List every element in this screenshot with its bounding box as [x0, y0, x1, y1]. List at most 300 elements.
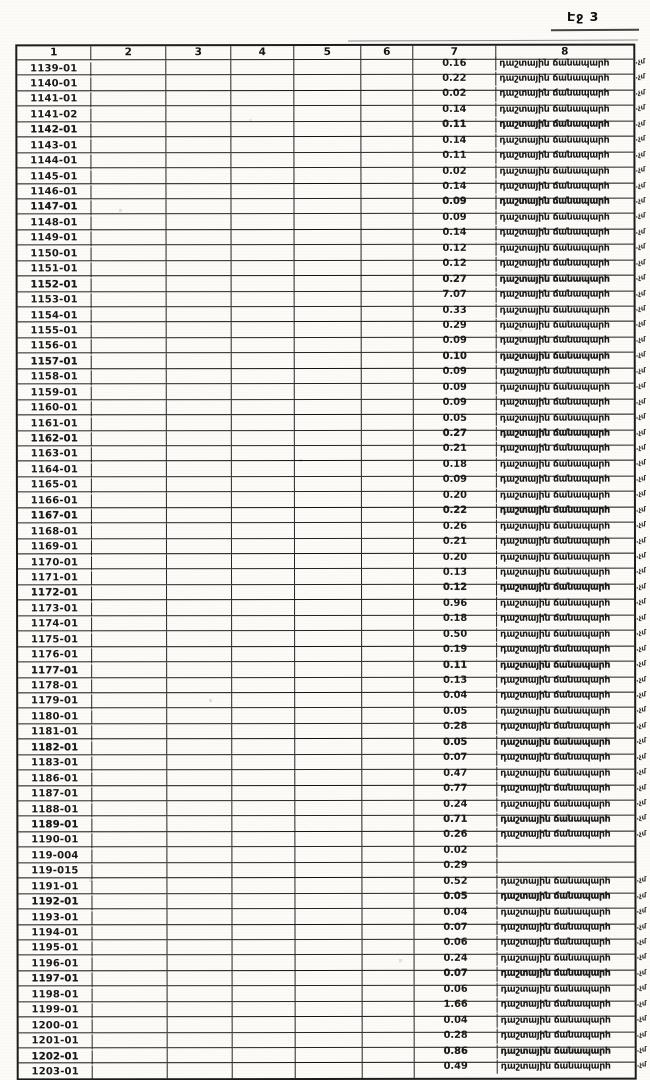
land-use-cell: դաշտային ճանապարհ	[500, 998, 611, 1010]
empty-cell-6	[362, 616, 414, 631]
empty-cell-2	[92, 276, 167, 291]
row-suffix-note: .չմ	[635, 134, 646, 143]
empty-cell-4	[232, 724, 295, 739]
empty-cell-3	[166, 91, 231, 106]
empty-cell-4	[232, 415, 295, 430]
land-use-cell: դաշտային ճանապարհ	[499, 427, 610, 439]
land-use-cell: դաշտային ճանապարհ	[499, 365, 610, 378]
area-value-cell: 0.02	[414, 844, 497, 859]
area-value-cell: 0.27	[414, 272, 497, 287]
empty-cell-5	[295, 631, 362, 646]
land-use-cell: դաշտային ճանապարհ	[499, 504, 610, 516]
empty-cell-6	[362, 600, 414, 615]
row-suffix-note: .չմ	[635, 57, 646, 66]
empty-cell-6	[362, 477, 414, 492]
empty-cell-6	[363, 971, 415, 986]
empty-cell-3	[167, 508, 232, 523]
area-value-cell: 0.29	[414, 859, 497, 874]
area-value-cell: 0.13	[414, 566, 497, 581]
empty-cell-4	[232, 693, 295, 708]
empty-cell-3	[167, 786, 232, 801]
area-value-cell: 0.77	[414, 782, 497, 797]
row-suffix-note: .չմ	[636, 829, 647, 838]
empty-cell-6	[362, 538, 414, 553]
row-suffix-note: .չմ	[635, 366, 646, 375]
empty-cell-4	[232, 678, 295, 693]
empty-cell-2	[92, 894, 167, 909]
empty-cell-3	[167, 755, 232, 770]
empty-cell-5	[295, 338, 362, 353]
empty-cell-5	[296, 924, 363, 939]
empty-cell-2	[91, 184, 166, 199]
empty-cell-2	[93, 1002, 168, 1017]
land-use-cell: դաշտային ճանապարհ	[499, 211, 610, 223]
empty-cell-5	[295, 430, 362, 445]
land-use-cell: դաշտային ճանապարհ	[499, 149, 610, 161]
empty-cell-2	[92, 863, 167, 878]
empty-cell-2	[91, 122, 166, 137]
area-value-cell: 0.28	[415, 1029, 498, 1044]
empty-cell-5	[295, 708, 362, 723]
empty-cell-5	[295, 307, 362, 322]
area-value-cell: 0.05	[414, 705, 497, 720]
parcel-id-cell: 1197-01	[19, 973, 93, 988]
empty-cell-3	[168, 1033, 233, 1048]
row-suffix-note: .չմ	[635, 304, 646, 313]
row-suffix-note: .չմ	[635, 88, 646, 97]
row-suffix-note: .չմ	[636, 906, 647, 915]
empty-cell-5	[295, 369, 362, 384]
empty-cell-6	[362, 878, 414, 893]
parcel-id-cell: 1200-01	[19, 1019, 93, 1034]
empty-cell-4	[232, 431, 295, 446]
empty-cell-6	[362, 369, 414, 384]
empty-cell-5	[295, 755, 362, 770]
land-use-cell: դաշտային ճանապարհ	[499, 535, 610, 547]
empty-cell-2	[92, 724, 167, 739]
empty-cell-4	[233, 986, 296, 1001]
empty-cell-6	[363, 1017, 415, 1032]
parcel-id-cell: 1170-01	[18, 556, 92, 571]
empty-cell-6	[363, 1048, 415, 1063]
empty-cell-2	[92, 523, 167, 538]
empty-cell-3	[166, 199, 231, 214]
area-value-cell: 0.52	[414, 874, 497, 889]
area-value-cell: 0.22	[413, 72, 496, 87]
area-value-cell: 0.13	[414, 674, 497, 689]
empty-cell-3	[167, 616, 232, 631]
empty-cell-3	[168, 986, 233, 1001]
empty-cell-2	[92, 848, 167, 863]
empty-cell-3	[167, 662, 232, 677]
land-use-cell: դաշտային ճանապարհ	[500, 736, 611, 748]
empty-cell-3	[167, 678, 232, 693]
row-suffix-note: .չմ	[636, 1030, 647, 1039]
area-value-cell: 0.50	[414, 627, 497, 642]
empty-cell-4	[232, 647, 295, 662]
land-use-cell: դաշտային ճանապարհ	[499, 72, 610, 84]
empty-cell-3	[167, 431, 232, 446]
column-header-5: 5	[294, 46, 361, 59]
column-header-7: 7	[413, 46, 496, 59]
empty-cell-3	[167, 400, 232, 415]
empty-cell-4	[232, 708, 295, 723]
empty-cell-3	[167, 384, 232, 399]
empty-cell-5	[295, 400, 362, 415]
empty-cell-4	[232, 585, 295, 600]
empty-cell-2	[91, 76, 166, 91]
parcel-id-cell: 1165-01	[18, 479, 92, 494]
empty-cell-5	[295, 847, 362, 862]
empty-cell-4	[233, 1033, 296, 1048]
land-use-cell: դաշտային ճանապարհ	[499, 458, 610, 470]
empty-cell-4	[233, 1048, 296, 1063]
empty-cell-2	[92, 508, 167, 523]
land-use-cell: դաշտային ճանապարհ	[499, 381, 610, 393]
empty-cell-5	[295, 554, 362, 569]
empty-cell-2	[92, 709, 167, 724]
area-value-cell: 0.04	[414, 689, 497, 704]
empty-cell-3	[167, 709, 232, 724]
row-suffix-note: .չմ	[636, 1014, 647, 1023]
empty-cell-5	[295, 492, 362, 507]
empty-cell-5	[294, 122, 361, 137]
parcel-id-cell: 1167-01	[18, 510, 92, 525]
area-value-cell: 0.86	[415, 1044, 498, 1059]
row-suffix-note: .չմ	[636, 813, 647, 823]
empty-cell-4	[232, 508, 295, 523]
empty-cell-2	[92, 647, 167, 662]
empty-cell-3	[167, 847, 232, 862]
empty-cell-5	[295, 724, 362, 739]
empty-cell-4	[232, 523, 295, 538]
empty-cell-2	[92, 307, 167, 322]
row-suffix-note: .չմ	[635, 150, 646, 159]
empty-cell-6	[362, 739, 414, 754]
empty-cell-6	[363, 955, 415, 970]
empty-cell-4	[232, 384, 295, 399]
empty-cell-5	[295, 276, 362, 291]
empty-cell-6	[363, 940, 415, 955]
empty-cell-4	[232, 894, 295, 909]
empty-cell-6	[363, 1063, 415, 1078]
area-value-cell: 0.14	[413, 103, 496, 118]
empty-cell-4	[232, 214, 295, 229]
empty-cell-3	[167, 245, 232, 260]
empty-cell-2	[92, 878, 167, 893]
empty-cell-6	[362, 384, 414, 399]
area-value-cell: 1.66	[415, 998, 498, 1013]
table-row	[19, 1060, 647, 1078]
parcel-id-cell: 1149-01	[18, 232, 92, 247]
row-suffix-note: .չմ	[635, 551, 646, 560]
empty-cell-3	[167, 523, 232, 538]
parcel-id-cell: 1139-01	[17, 62, 91, 77]
empty-cell-6	[362, 909, 414, 924]
land-use-cell	[497, 859, 634, 874]
empty-cell-5	[296, 955, 363, 970]
area-value-cell: 0.28	[414, 720, 497, 735]
empty-cell-3	[166, 60, 231, 75]
empty-cell-5	[294, 137, 361, 152]
parcel-id-cell: 1143-01	[17, 139, 91, 154]
empty-cell-4	[231, 184, 294, 199]
land-use-cell: դաշտային ճանապարհ	[499, 273, 610, 285]
row-suffix-note: .չմ	[636, 613, 646, 622]
parcel-id-cell: 1145-01	[17, 170, 91, 185]
land-use-cell: դաշտային ճանապարհ	[499, 319, 610, 331]
land-use-cell: դաշտային ճանապարհ	[499, 334, 610, 347]
empty-cell-2	[92, 570, 167, 585]
row-suffix-note: .չմ	[636, 705, 646, 714]
area-value-cell: 0.11	[413, 118, 496, 133]
empty-cell-2	[92, 832, 167, 847]
land-use-cell: դաշտային ճանապարհ	[499, 489, 610, 501]
empty-cell-4	[232, 616, 295, 631]
land-use-cell: դաշտային ճանապարհ	[499, 473, 610, 486]
empty-cell-2	[92, 446, 167, 461]
parcel-id-cell: 1176-01	[18, 648, 92, 663]
empty-cell-3	[167, 801, 232, 816]
empty-cell-6	[362, 276, 414, 291]
empty-cell-3	[167, 894, 232, 909]
empty-cell-5	[295, 446, 362, 461]
empty-cell-3	[167, 739, 232, 754]
empty-cell-2	[92, 261, 167, 276]
empty-cell-4	[232, 755, 295, 770]
land-use-cell: դաշտային ճանապարհ	[500, 828, 611, 841]
empty-cell-4	[233, 1017, 296, 1032]
area-value-cell: 0.05	[414, 890, 497, 905]
empty-cell-5	[295, 539, 362, 554]
area-value-cell: 0.09	[414, 211, 497, 226]
empty-cell-3	[167, 878, 232, 893]
empty-cell-3	[167, 353, 232, 368]
empty-cell-5	[296, 986, 363, 1001]
empty-cell-3	[167, 415, 232, 430]
empty-cell-3	[168, 1048, 233, 1063]
parcel-id-cell: 1163-01	[18, 448, 92, 463]
land-use-cell: դաշտային ճանապարհ	[500, 983, 611, 995]
empty-cell-2	[92, 693, 167, 708]
empty-cell-6	[362, 894, 414, 909]
empty-cell-2	[92, 292, 167, 307]
empty-cell-6	[362, 677, 414, 692]
land-use-cell: դաշտային ճանապարհ	[499, 350, 610, 362]
empty-cell-3	[167, 323, 232, 338]
empty-cell-3	[167, 492, 232, 507]
land-use-cell: դաշտային ճանապարհ	[499, 257, 610, 269]
area-value-cell: 0.47	[414, 766, 497, 781]
empty-cell-5	[294, 91, 361, 106]
area-value-cell: 0.09	[414, 396, 497, 411]
area-value-cell: 0.07	[415, 921, 498, 936]
empty-cell-6	[362, 770, 414, 785]
area-value-cell: 0.09	[414, 473, 497, 488]
empty-cell-2	[93, 1064, 168, 1079]
empty-cell-4	[232, 801, 295, 816]
parcel-id-cell: 1182-01	[18, 741, 92, 756]
empty-cell-3	[168, 956, 233, 971]
parcel-id-cell: 1150-01	[18, 247, 92, 262]
row-suffix-note: .չմ	[636, 983, 647, 992]
empty-cell-2	[92, 801, 167, 816]
row-suffix-note: .չմ	[635, 458, 646, 467]
parcel-id-cell: 1147-01	[17, 201, 91, 216]
row-suffix-note: .չմ	[635, 443, 646, 452]
area-value-cell: 0.09	[413, 195, 496, 210]
empty-cell-2	[92, 462, 167, 477]
scan-speckles	[0, 0, 1, 1]
area-value-cell: 0.14	[413, 180, 496, 195]
empty-cell-5	[296, 1063, 363, 1078]
area-value-cell: 0.26	[414, 519, 497, 534]
empty-cell-2	[92, 354, 167, 369]
empty-cell-2	[93, 925, 168, 940]
parcel-id-cell: 1175-01	[18, 633, 92, 648]
empty-cell-6	[362, 214, 414, 229]
parcel-id-cell: 1169-01	[18, 540, 92, 555]
column-header-6: 6	[361, 46, 413, 59]
empty-cell-6	[363, 1032, 415, 1047]
empty-cell-3	[167, 817, 232, 832]
empty-cell-3	[167, 338, 232, 353]
scan-artifact-line-2	[348, 39, 638, 41]
empty-cell-3	[167, 446, 232, 461]
area-value-cell: 0.24	[415, 952, 498, 967]
empty-cell-3	[166, 184, 231, 199]
empty-cell-4	[232, 292, 295, 307]
empty-cell-6	[362, 245, 414, 260]
land-use-cell: դաշտային ճանապարհ	[499, 242, 610, 254]
parcel-id-cell: 1174-01	[18, 618, 92, 633]
empty-cell-6	[362, 400, 414, 415]
empty-cell-6	[361, 60, 413, 75]
empty-cell-2	[92, 585, 167, 600]
area-value-cell: 0.02	[413, 164, 496, 179]
parcel-id-cell: 1190-01	[18, 834, 92, 849]
row-suffix-note: .չմ	[636, 1060, 647, 1070]
row-suffix-note: .չմ	[635, 119, 646, 128]
empty-cell-2	[92, 616, 167, 631]
row-suffix-note: .չմ	[635, 289, 646, 298]
land-use-cell: դաշտային ճանապարհ	[500, 751, 611, 763]
parcel-id-cell: 1173-01	[18, 602, 92, 617]
parcel-id-cell: 1193-01	[18, 911, 92, 926]
row-suffix-note: .չմ	[636, 566, 646, 576]
row-suffix-note: .չմ	[636, 891, 647, 900]
land-use-cell: դաշտային ճանապարհ	[500, 612, 611, 625]
empty-cell-6	[362, 569, 414, 584]
empty-cell-3	[167, 462, 232, 477]
empty-cell-3	[166, 168, 231, 183]
empty-cell-4	[232, 739, 295, 754]
land-use-cell: դաշտային ճանապարհ	[500, 906, 611, 918]
column-header-8: 8	[561, 45, 569, 58]
row-suffix-note: .չմ	[636, 952, 647, 961]
empty-cell-3	[167, 554, 232, 569]
row-suffix-note: .չմ	[636, 798, 647, 807]
empty-cell-3	[166, 106, 231, 121]
row-suffix-note: .չմ	[636, 690, 646, 699]
column-header-2: 2	[91, 46, 166, 59]
empty-cell-4	[232, 554, 295, 569]
empty-cell-6	[362, 631, 414, 646]
empty-cell-5	[295, 739, 362, 754]
empty-cell-3	[167, 863, 232, 878]
parcel-id-cell: 1194-01	[19, 926, 93, 941]
empty-cell-3	[167, 307, 232, 322]
area-value-cell: 0.71	[414, 813, 497, 828]
empty-cell-3	[167, 276, 232, 291]
empty-cell-5	[296, 971, 363, 986]
cadastre-table	[15, 44, 647, 1080]
land-use-cell: դաշտային ճանապարհ	[500, 628, 611, 640]
empty-cell-6	[361, 199, 413, 214]
empty-cell-5	[294, 153, 361, 168]
land-use-cell: դաշտային ճանապարհ	[499, 412, 610, 424]
empty-cell-2	[93, 971, 168, 986]
empty-cell-5	[296, 940, 363, 955]
area-value-cell: 0.16	[413, 56, 496, 71]
empty-cell-4	[232, 230, 295, 245]
parcel-id-cell: 1154-01	[18, 309, 92, 324]
area-value-cell: 0.07	[415, 967, 498, 982]
empty-cell-4	[232, 322, 295, 337]
empty-cell-6	[362, 724, 414, 739]
empty-cell-2	[93, 1033, 168, 1048]
empty-cell-2	[91, 91, 166, 106]
area-value-cell: 0.06	[415, 936, 498, 951]
empty-cell-5	[295, 616, 362, 631]
empty-cell-3	[167, 215, 232, 230]
land-use-cell: դաշտային ճանապարհ	[500, 581, 610, 594]
land-use-cell: դաշտային ճանապարհ	[500, 767, 611, 779]
empty-cell-5	[295, 214, 362, 229]
empty-cell-5	[295, 894, 362, 909]
area-value-cell: 0.18	[414, 458, 497, 473]
table-body	[17, 57, 647, 1079]
empty-cell-2	[93, 940, 168, 955]
land-use-cell: դաշտային ճանապարհ	[499, 288, 610, 300]
empty-cell-2	[92, 817, 167, 832]
row-suffix-note: .չմ	[635, 505, 646, 514]
parcel-id-cell: 1198-01	[19, 988, 93, 1003]
land-use-cell: դաշտային ճանապարհ	[500, 1014, 611, 1026]
area-value-cell: 0.19	[414, 643, 497, 658]
area-value-cell: 0.05	[414, 736, 497, 751]
parcel-id-cell: 119-004	[18, 849, 92, 864]
empty-cell-6	[363, 924, 415, 939]
land-use-cell: դաշտային ճանապարհ	[500, 720, 611, 733]
empty-cell-4	[232, 832, 295, 847]
empty-cell-4	[231, 137, 294, 152]
empty-cell-2	[93, 1048, 168, 1063]
parcel-id-cell: 1201-01	[19, 1034, 93, 1049]
parcel-id-cell: 1155-01	[18, 324, 92, 339]
empty-cell-3	[168, 1002, 233, 1017]
empty-cell-6	[361, 168, 413, 183]
empty-cell-2	[92, 554, 167, 569]
empty-cell-2	[91, 168, 166, 183]
scan-artifact-line	[551, 29, 639, 32]
parcel-id-cell: 1148-01	[18, 216, 92, 231]
area-value-cell: 0.07	[414, 751, 497, 766]
empty-cell-6	[361, 183, 413, 198]
area-value-cell: 0.09	[414, 334, 497, 349]
parcel-id-cell: 1141-01	[17, 93, 91, 108]
empty-cell-6	[362, 816, 414, 831]
